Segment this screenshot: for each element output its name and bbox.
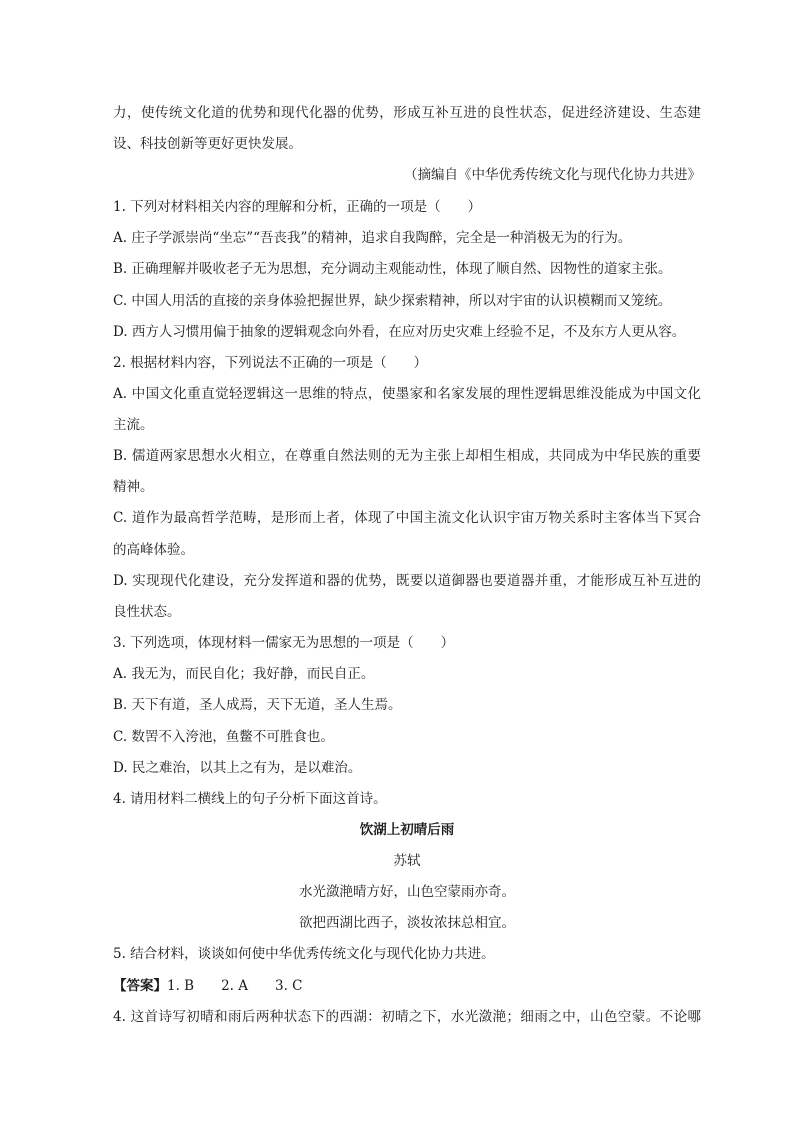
- answer-values: 1. B 2. A 3. C: [167, 978, 303, 994]
- q2-option-b-line1: B. 儒道两家思想水火相立，在尊重自然法则的无为主张上却相生相成，共同成为中华民族的重要: [113, 448, 701, 464]
- q3-stem: 3. 下列选项，体现材料一儒家无为思想的一项是（ ）: [113, 635, 455, 651]
- source-citation: （摘编自《中华优秀传统文化与现代化协力共进》: [404, 167, 701, 183]
- q1-option-c: C. 中国人用活的直接的亲身体验把握世界，缺少探索精神，所以对宇宙的认识模糊而又笼统。: [113, 293, 672, 309]
- q1-option-a: A. 庄子学派崇尚“坐忘”“吾丧我”的精神，追求自我陶醉，完全是一种消极无为的行为。: [113, 230, 632, 246]
- q3-option-a: A. 我无为，而民自化；我好静，而民自正。: [113, 666, 375, 682]
- q2-option-d-line1: D. 实现现代化建设，充分发挥道和器的优势，既要以道御器也要道器并重，才能形成互补互进的: [113, 573, 701, 589]
- poem-line-1: 水光潋滟晴方好，山色空蒙雨亦奇。: [299, 884, 515, 900]
- poem-line-2: 欲把西湖比西子，淡妆浓抹总相宜。: [299, 915, 515, 931]
- q1-option-d: D. 西方人习惯用偏于抽象的逻辑观念向外看，在应对历史灾难上经验不足，不及东方人更从容。: [113, 324, 686, 340]
- poem-author: 苏轼: [393, 853, 421, 869]
- q2-option-a-line1: A. 中国文化重直觉轻逻辑这一思维的特点，使墨家和名家发展的理性逻辑思维没能成为中国文化: [113, 386, 701, 402]
- q5-stem: 5. 结合材料，谈谈如何使中华优秀传统文化与现代化协力共进。: [113, 946, 495, 962]
- intro-line-2: 设、科技创新等更好更快发展。: [113, 136, 302, 152]
- q3-option-b: B. 天下有道，圣人成焉，天下无道，圣人生焉。: [113, 697, 402, 713]
- q1-stem: 1. 下列对材料相关内容的理解和分析，正确的一项是（ ）: [113, 199, 482, 215]
- q2-option-c-line1: C. 道作为最高哲学范畴，是形而上者，体现了中国主流文化认识宇宙万物关系时主客体当下冥合: [113, 510, 701, 526]
- answer-label: 【答案】: [113, 978, 167, 994]
- q2-option-c-line2: 的高峰体验。: [113, 542, 194, 558]
- q1-option-b: B. 正确理解并吸收老子无为思想，充分调动主观能动性，体现了顺自然、因物性的道家主张。: [113, 261, 672, 277]
- q3-option-c: C. 数罟不入洿池，鱼鳖不可胜食也。: [113, 729, 334, 745]
- intro-line-1: 力，使传统文化道的优势和现代化器的优势，形成互补互进的良性状态，促进经济建设、生态建: [113, 105, 701, 121]
- q2-option-b-line2: 精神。: [113, 479, 154, 495]
- q2-option-a-line2: 主流。: [113, 417, 154, 433]
- poem-title: 饮湖上初晴后雨: [359, 822, 455, 838]
- answer-line: [113, 977, 303, 995]
- q2-stem: 2. 根据材料内容，下列说法不正确的一项是（ ）: [113, 355, 428, 371]
- q4-stem: 4. 请用材料二横线上的句子分析下面这首诗。: [113, 791, 387, 807]
- answer-q4-start: 4. 这首诗写初晴和雨后两种状态下的西湖：初晴之下，水光潋滟；细雨之中，山色空蒙。不论哪: [113, 1009, 701, 1025]
- q3-option-d: D. 民之难治，以其上之有为，是以难治。: [113, 760, 362, 776]
- q2-option-d-line2: 良性状态。: [113, 604, 181, 620]
